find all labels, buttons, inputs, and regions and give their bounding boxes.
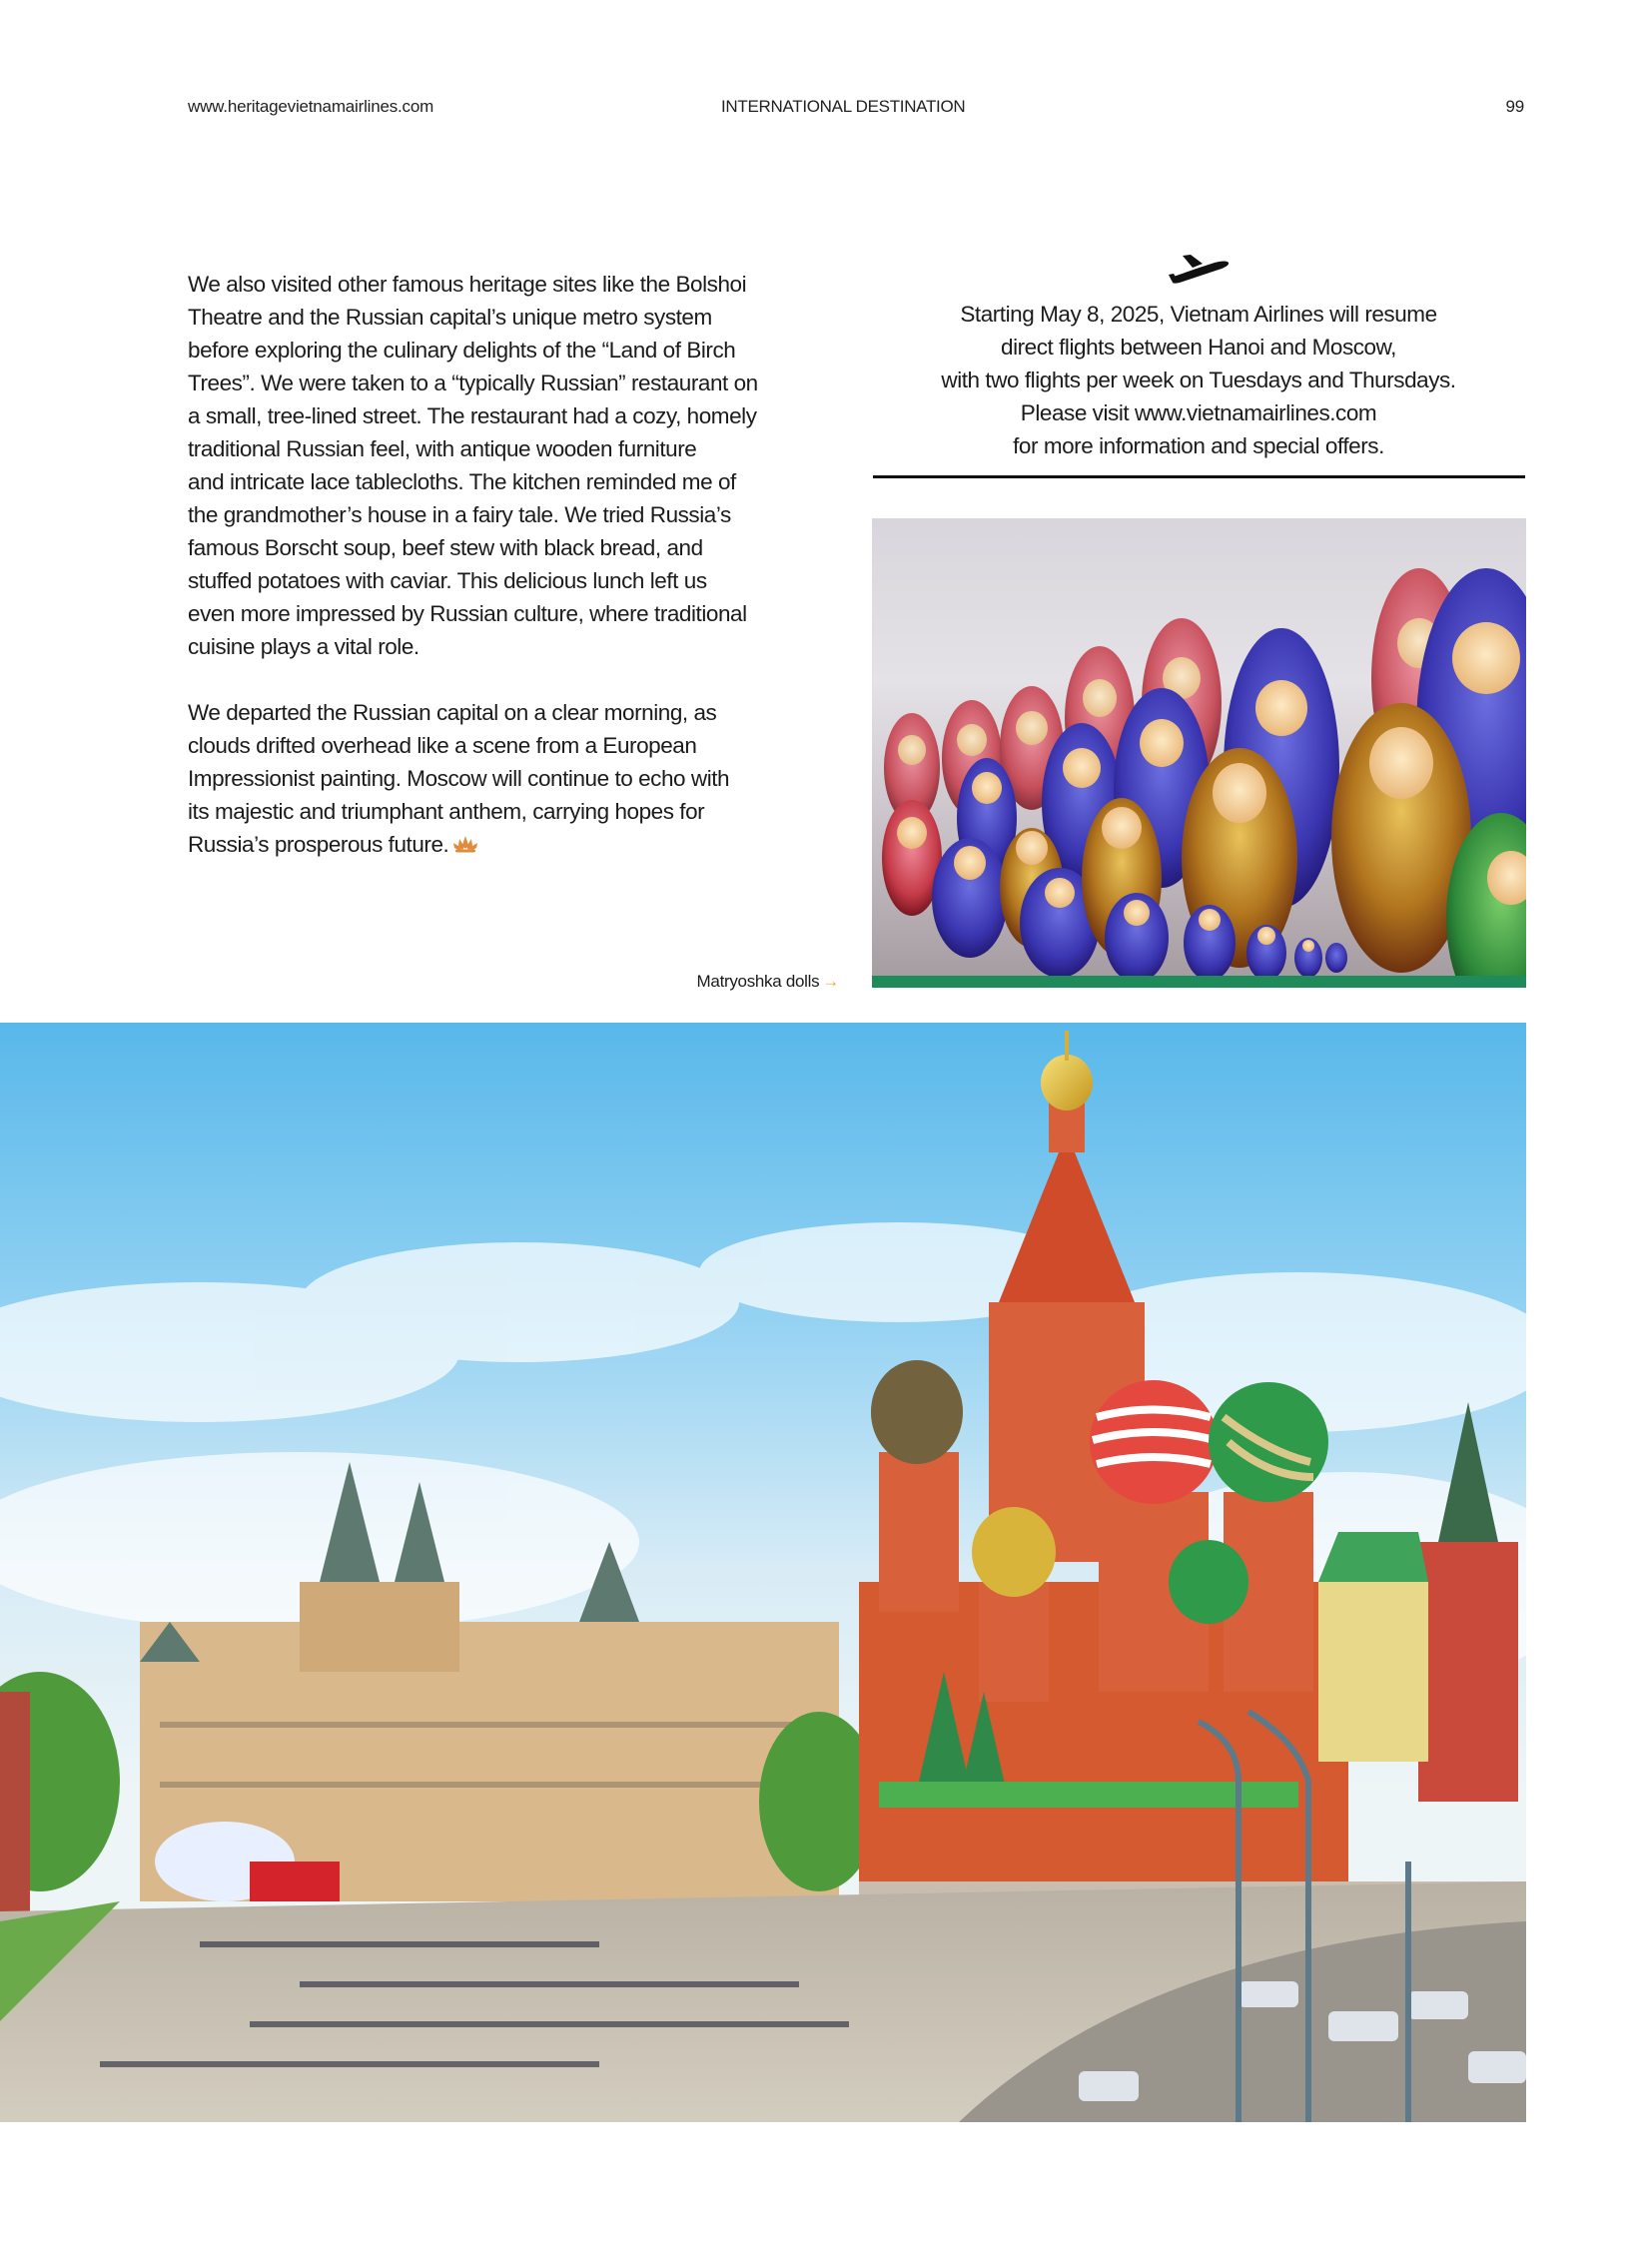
airplane-takeoff-icon [1169, 252, 1231, 286]
header-website: www.heritagevietnamairlines.com [188, 97, 434, 116]
notice-line: Please visit www.vietnamairlines.com [1020, 400, 1377, 425]
matryoshka-dolls-photo [872, 518, 1526, 988]
text-line: and intricate lace tablecloths. The kitchen reminded me of [188, 469, 736, 494]
text-line: the grandmother’s house in a fairy tale. We tried Russia’s [188, 502, 731, 527]
notice-line: for more information and special offers. [1013, 433, 1384, 458]
text-line: even more impressed by Russian culture, where traditional [188, 601, 747, 626]
caption-text: Matryoshka dolls [696, 972, 820, 991]
text-line: before exploring the culinary delights of the “Land of Birch [188, 338, 736, 363]
text-line: its majestic and triumphant anthem, carrying hopes for [188, 799, 705, 824]
text-line: Theatre and the Russian capital’s unique metro system [188, 305, 712, 330]
text-line: Impressionist painting. Moscow will continue to echo with [188, 766, 730, 791]
text-line: We departed the Russian capital on a clear morning, as [188, 700, 717, 725]
flight-notice [873, 298, 1524, 462]
notice-line: direct flights between Hanoi and Moscow, [1001, 335, 1396, 360]
notice-line: with two flights per week on Tuesdays and Thursdays. [941, 368, 1456, 392]
text-line-text: Russia’s prosperous future. [188, 832, 449, 857]
text-line: traditional Russian feel, with antique wooden furniture [188, 436, 697, 461]
arrow-right-icon: → [822, 972, 839, 991]
article-paragraph-1 [188, 268, 827, 663]
text-line: a small, tree-lined street. The restaurant had a cozy, homely [188, 403, 757, 428]
header-section-title: INTERNATIONAL DESTINATION [721, 97, 966, 116]
notice-divider [873, 475, 1525, 478]
article-body [188, 268, 827, 894]
text-line: Trees”. We were taken to a “typically Russian” restaurant on [188, 371, 758, 395]
lotus-icon [452, 835, 478, 853]
photo-caption [659, 970, 839, 994]
text-line-last [188, 828, 827, 861]
article-paragraph-2 [188, 696, 827, 861]
page-number: 99 [1505, 97, 1524, 116]
text-line: stuffed potatoes with caviar. This delicious lunch left us [188, 568, 707, 593]
red-square-st-basils-cathedral-photo [0, 1023, 1526, 2122]
text-line: cuisine plays a vital role. [188, 634, 419, 659]
notice-line: Starting May 8, 2025, Vietnam Airlines will resume [960, 302, 1437, 327]
text-line: famous Borscht soup, beef stew with black bread, and [188, 535, 703, 560]
text-line: clouds drifted overhead like a scene from a European [188, 733, 697, 758]
text-line: We also visited other famous heritage sites like the Bolshoi [188, 272, 747, 297]
